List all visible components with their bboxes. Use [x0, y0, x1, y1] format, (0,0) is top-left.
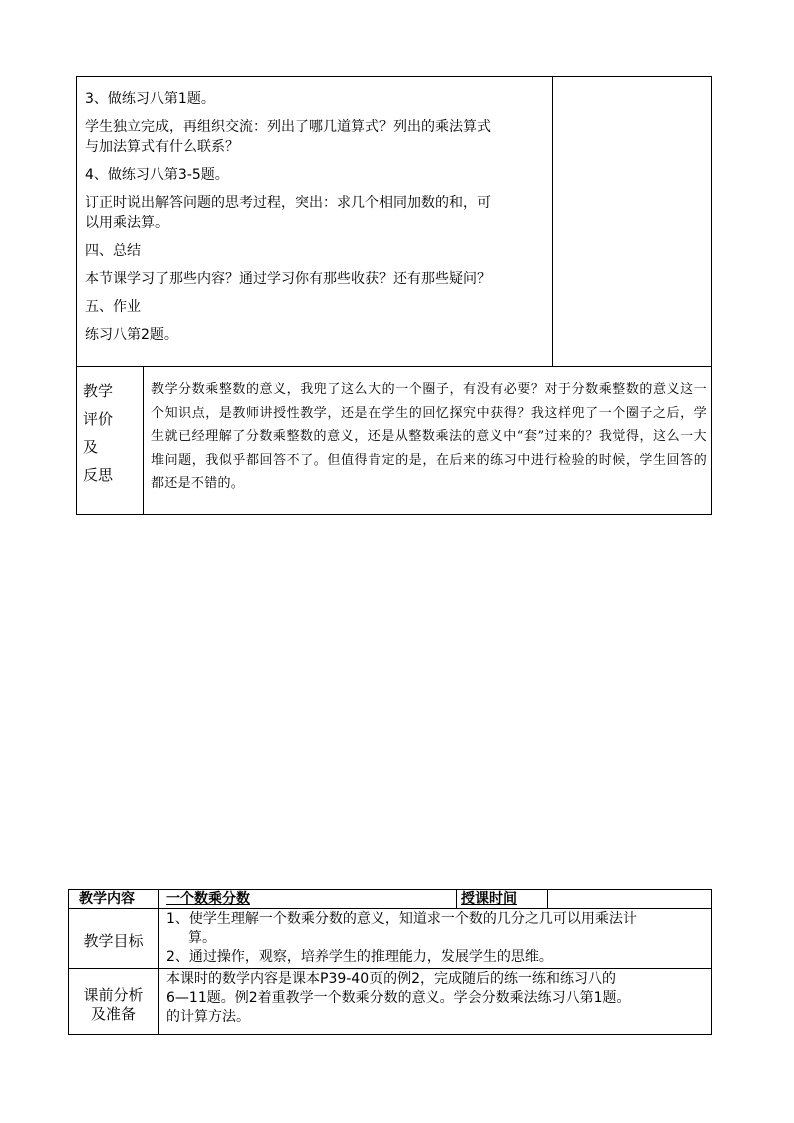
- prep-text: [166, 970, 704, 1027]
- eval-label-4: 反思: [83, 466, 114, 484]
- prep-line-1: 本课时的数学内容是课本P39-40页的例2，完成随后的练一练和练习八的: [166, 971, 617, 987]
- eval-label-1: 教学: [83, 382, 114, 400]
- step-4-detail-1: 订正时说出解答问题的思考过程，突出：求几个相同加数的和，可: [85, 195, 491, 211]
- column-divider-2: [456, 890, 457, 908]
- section-homework: 五、作业: [85, 299, 141, 315]
- header-topic: [166, 890, 250, 908]
- eval-label-2: 评价: [83, 410, 114, 428]
- column-divider-3: [547, 890, 548, 908]
- goal-1: 1、使学生理解一个数乘分数的意义，知道求一个数的几分之几可以用乘法计: [166, 911, 637, 927]
- homework-text: 练习八第2题。: [85, 327, 178, 343]
- column-divider-1: [158, 890, 159, 1034]
- goal-1-cont: 算。: [188, 930, 216, 946]
- label-divider: [143, 366, 144, 515]
- header-time-label: [461, 890, 517, 908]
- header-content-label: 教学内容: [79, 891, 135, 907]
- evaluation-label: [83, 377, 139, 489]
- row-divider-1: [69, 908, 711, 909]
- summary-text: 本节课学习了那些内容？通过学习你有那些收获？还有那些疑问？: [85, 271, 491, 287]
- step-3: 3、做练习八第1题。: [85, 91, 215, 107]
- prep-label: [69, 986, 158, 1024]
- goal-2: 2、通过操作，观察，培养学生的推理能力，发展学生的思维。: [166, 949, 553, 965]
- section-summary: 四、总结: [85, 243, 141, 259]
- topic-text: 一个数乘分数: [166, 891, 250, 907]
- eval-label-3: 及: [83, 438, 99, 456]
- lesson-table-lower: [68, 889, 712, 1035]
- evaluation-text: 教学分数乘整数的意义，我兜了这么大的一个圈子，有没有必要？对于分数乘整数的意义这一个知识点，是教师讲授性教学，还是在学生的回忆探究中获得？我这样兜了一个圈子之后，学生就已经理解了分数乘整数的意义，还是从整数乘法的意义中“套”过来的？我觉得，这么一大堆问题，我似乎都回答不了。但值得肯定的是，在后来的练习中进行检验的时候，学生回答的都还是不错的。: [151, 382, 707, 491]
- step-3-detail-2: 与加法算式有什么联系？: [85, 139, 239, 155]
- prep-line-3: 的计算方法。: [166, 1009, 250, 1025]
- row-divider: [77, 366, 711, 367]
- step-3-detail-1: 学生独立完成，再组织交流：列出了哪几道算式？列出的乘法算式: [85, 119, 491, 135]
- lesson-steps: [85, 89, 547, 345]
- row-divider-2: [69, 968, 711, 969]
- teaching-goals: [166, 910, 704, 967]
- time-label-text: 授课时间: [461, 891, 517, 907]
- prep-label-line-1: 课前分析: [83, 986, 144, 1004]
- step-4-detail-2: 以用乘法算。: [85, 215, 169, 231]
- prep-label-line-2: 及准备: [90, 1005, 136, 1023]
- step-4: 4、做练习八第3-5题。: [85, 167, 229, 183]
- column-divider: [552, 77, 553, 366]
- goal-label: 教学目标: [83, 932, 144, 950]
- lesson-table-upper: [76, 76, 712, 515]
- prep-line-2: 6—11题。例2着重教学一个数乘分数的意义。学会分数乘法练习八第1题。: [166, 990, 631, 1006]
